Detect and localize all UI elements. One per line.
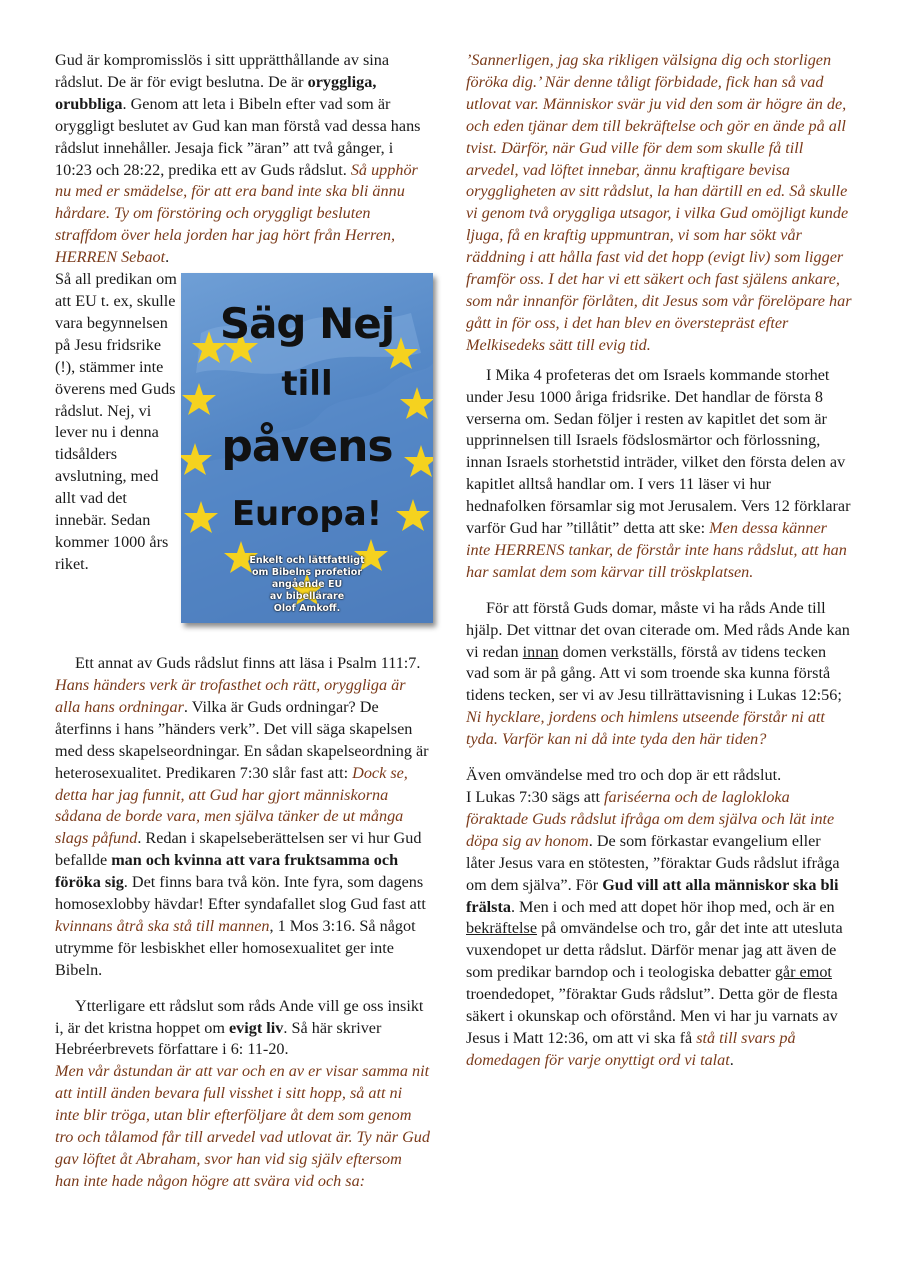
scripture-quote: Ni hycklare, jordens och himlens utseende förstår ni att tyda. Varför kan ni då inte tyda den här tiden? [466, 708, 825, 749]
text-run: på omvändelse och tro, går det inte att utesluta vuxendopet ur detta rådslut. Därför menar jag att även de som predikar barndop och i teologiska debatter [466, 919, 843, 982]
text-run: . Så här skriver Hebréerbrevets författare i 6: 11-20. [55, 1018, 382, 1059]
scripture-quote: Dock se, detta har jag funnit, att Gud har gjort människorna sådana de borde vara, men själva tänker de ut många slags påfund [55, 763, 408, 848]
text-run: I Mika 4 profeteras det om Israels kommande storhet under Jesu 1000 åriga fridsrike. Det handlar de första 8 verserna om. Sedan följer i resten av kapitlet det som är upprinnelsen till Israels födslosmärtor och förlossning, innan Israels storhetstid inträder, vilket den första delen av kapitlet alltså handlar om. I vers 11 läser vi hur hednafolken församlar sig mot Jerusalem. Vers 12 förklarar varför Gud har ”tillåtit” detta att ske: [466, 365, 851, 538]
text-run: . Vilka är Guds ordningar? De återfinns i hans ”händers verk”. Det vill säga skapelsen med dess skapelseordningar. En sådan skapelseordning är heterosexualitet. Predikaren 7:30 slår fast att: [55, 697, 429, 782]
scripture-quote: kvinnans åtrå ska stå till mannen [55, 916, 270, 935]
paragraph-psalm-111 [55, 653, 430, 982]
text-run: domen verkställs, förstå av tidens tecken vad som är på gång. Att vi som troende ska kunna förstå tidens tecken, ser vi av Jesu tillrättavisning i Lukas 12:56; [466, 642, 842, 705]
left-column [55, 50, 430, 1193]
cover-title-line-2: till [281, 364, 333, 405]
text-run: . De som förkastar evangelium eller låter Jesus vara en stötesten, ”föraktar Guds rådslut ifråga om dem själva”. För [466, 831, 840, 894]
scripture-quote: Hans händers verk är trofasthet och rätt, oryggliga är alla hans ordningar [55, 675, 406, 716]
paragraph-baptism-heading: Även omvändelse med tro och dop är ett rådslut. [466, 766, 782, 785]
paragraph-baptism [466, 787, 852, 1072]
paragraph-micah-4 [466, 365, 852, 584]
right-column [466, 50, 852, 1072]
book-cover-image [181, 273, 433, 623]
cover-subtitle-line: av bibellärare [269, 591, 345, 603]
cover-author: Olof Amkoff. [273, 603, 341, 615]
text-run: . Men i och med att dopet hör ihop med, och är en [510, 897, 835, 916]
text-run: För att förstå Guds domar, måste vi ha råds Ande till hjälp. Det vittnar det ovan citerade om. Med råds Ande kan vi redan [466, 598, 850, 661]
paragraph-eu: Så all predikan om att EU t. ex, skulle vara begynnelsen på Jesu fridsrike (!), stämmer inte överens med Guds rådslut. Nej, vi lever nu i denna tidsålders avslutning, med allt vad det innebär. Sedan kommer 1000 års riket. [55, 270, 177, 573]
text-with-book-cover [55, 269, 430, 639]
text-run: Ett annat av Guds rådslut finns att läsa i Psalm 111:7. [75, 654, 421, 673]
cover-subtitle-line: om Bibelns profetior [251, 567, 363, 579]
bold-text: oryggliga, orubbliga [55, 72, 377, 113]
text-run: . [729, 1050, 734, 1069]
text-run: . Genom att leta i Bibeln efter vad som är oryggligt beslutet av Gud kan man förstå vad dessa hans rådslut innehåller. Jesaja fick ”äran” att två gånger, i 10:23 och 28:22, predika ett av Guds rådslut. [55, 94, 421, 179]
cover-title-line-3: påvens [221, 421, 393, 473]
text-run: . Det finns bara två kön. Inte fyra, som dagens homosexlobby hävdar! Efter syndafallet slog Gud fast att [55, 873, 426, 914]
scripture-quote-hebrews-cont: ’Sannerligen, jag ska rikligen välsigna dig och storligen föröka dig.’ När denne tåligt förbidade, fick han så vad utlovat var. Människor svär ju vid den som är högre än de, och eden tjänar dem till bekräftelse och gör en ände på all tvist. Därför, när Gud ville för dem som skulle få till arvedel, vad löftet innebar, ännu kraftigare bevisa oryggligheten av sitt rådslut, la han därtill en ed. Så skulle vi genom två oryggliga utsagor, i vilka Gud omöjligt kunde ljuga, få en kraftig uppmuntran, vi som har sökt vår räddning i att hålla fast vid det hopp (evigt liv) som ligger framför oss. I det har vi ett säkert och fast själens ankare, som når innanför förlåten, dit Jesus som vår förelöpare har gått in för oss, i det han blev en överstepräst efter Melkisedeks sätt till evig tid. [466, 51, 852, 354]
scripture-quote: Så upphör nu med er smädelse, för att era band inte ska bli ännu hårdare. Ty om förstöring och oryggligt besluten straffdom över hela jorden har jag hört från Herren, HERREN Sebaot [55, 160, 418, 267]
text-run: . [165, 248, 170, 267]
cover-subtitle [211, 555, 403, 615]
text-run: Ytterligare ett rådslut som råds Ande vill ge oss insikt i, är det kristna hoppet om [55, 996, 424, 1037]
text-run: I Lukas 7:30 sägs att [466, 788, 605, 806]
scripture-quote: fariséerna och de laglokloka föraktade Guds rådslut ifråga om dem själva och lät inte döpa sig av honom [466, 788, 835, 850]
bold-text: man och kvinna att vara fruktsamma och föröka sig [55, 851, 399, 892]
text-run: troendedopet, ”föraktar Guds rådslut”. Detta gör de flesta säkert i okunskap och oförstånd. Men vi har ju varnats av Jesus i Matt 12:36, om att vi ska få [466, 985, 838, 1047]
bold-text: Gud vill att alla människor ska bli frälsta [466, 875, 839, 916]
bold-text: evigt liv [228, 1018, 284, 1037]
scripture-quote: stå till svars på domedagen för varje onyttigt ord vi talat [466, 1028, 796, 1069]
text-run: Gud är kompromisslös i sitt upprätthållande av sina rådslut. De är för evigt beslutna. De är [55, 51, 390, 91]
text-run: . Redan i skapelseberättelsen ser vi hur Gud befallde [55, 829, 422, 870]
scripture-quote: Men dessa känner inte HERRENS tankar, de förstår inte hans rådslut, att han har samlat dem som kärvar till tröskplatsen. [466, 519, 847, 581]
cover-subtitle-line: angående EU [271, 579, 343, 591]
underlined-text: går emot [774, 963, 832, 982]
paragraph-eternal-life [55, 996, 430, 1062]
underlined-text: bekräftelse [466, 919, 538, 938]
cover-title-line-4: Europa! [231, 494, 383, 535]
text-run: , 1 Mos 3:16. Så något utrymme för lesbiskhet eller homosexualitet ger inte Bibeln. [55, 916, 416, 979]
cover-subtitle-line: Enkelt och lättfattligt [249, 555, 365, 567]
scripture-quote-hebrews: Men vår åstundan är att var och en av er visar samma nit att intill änden bevara full visshet i sitt hopp, så att ni inte blir tröga, utan blir efterföljare åt dem som genom tro och tålamod får till arvedel vad utlovat är. Ty när Gud gav löftet åt Abraham, svor han vid sig själv eftersom han inte hade någon högre att svära vid och sa: [55, 1062, 430, 1190]
cover-title-line-1: Säg Nej [219, 299, 395, 349]
underlined-text: innan [522, 642, 559, 661]
paragraph-gods-judgments [466, 598, 852, 751]
paragraph-council-intro [55, 50, 430, 269]
